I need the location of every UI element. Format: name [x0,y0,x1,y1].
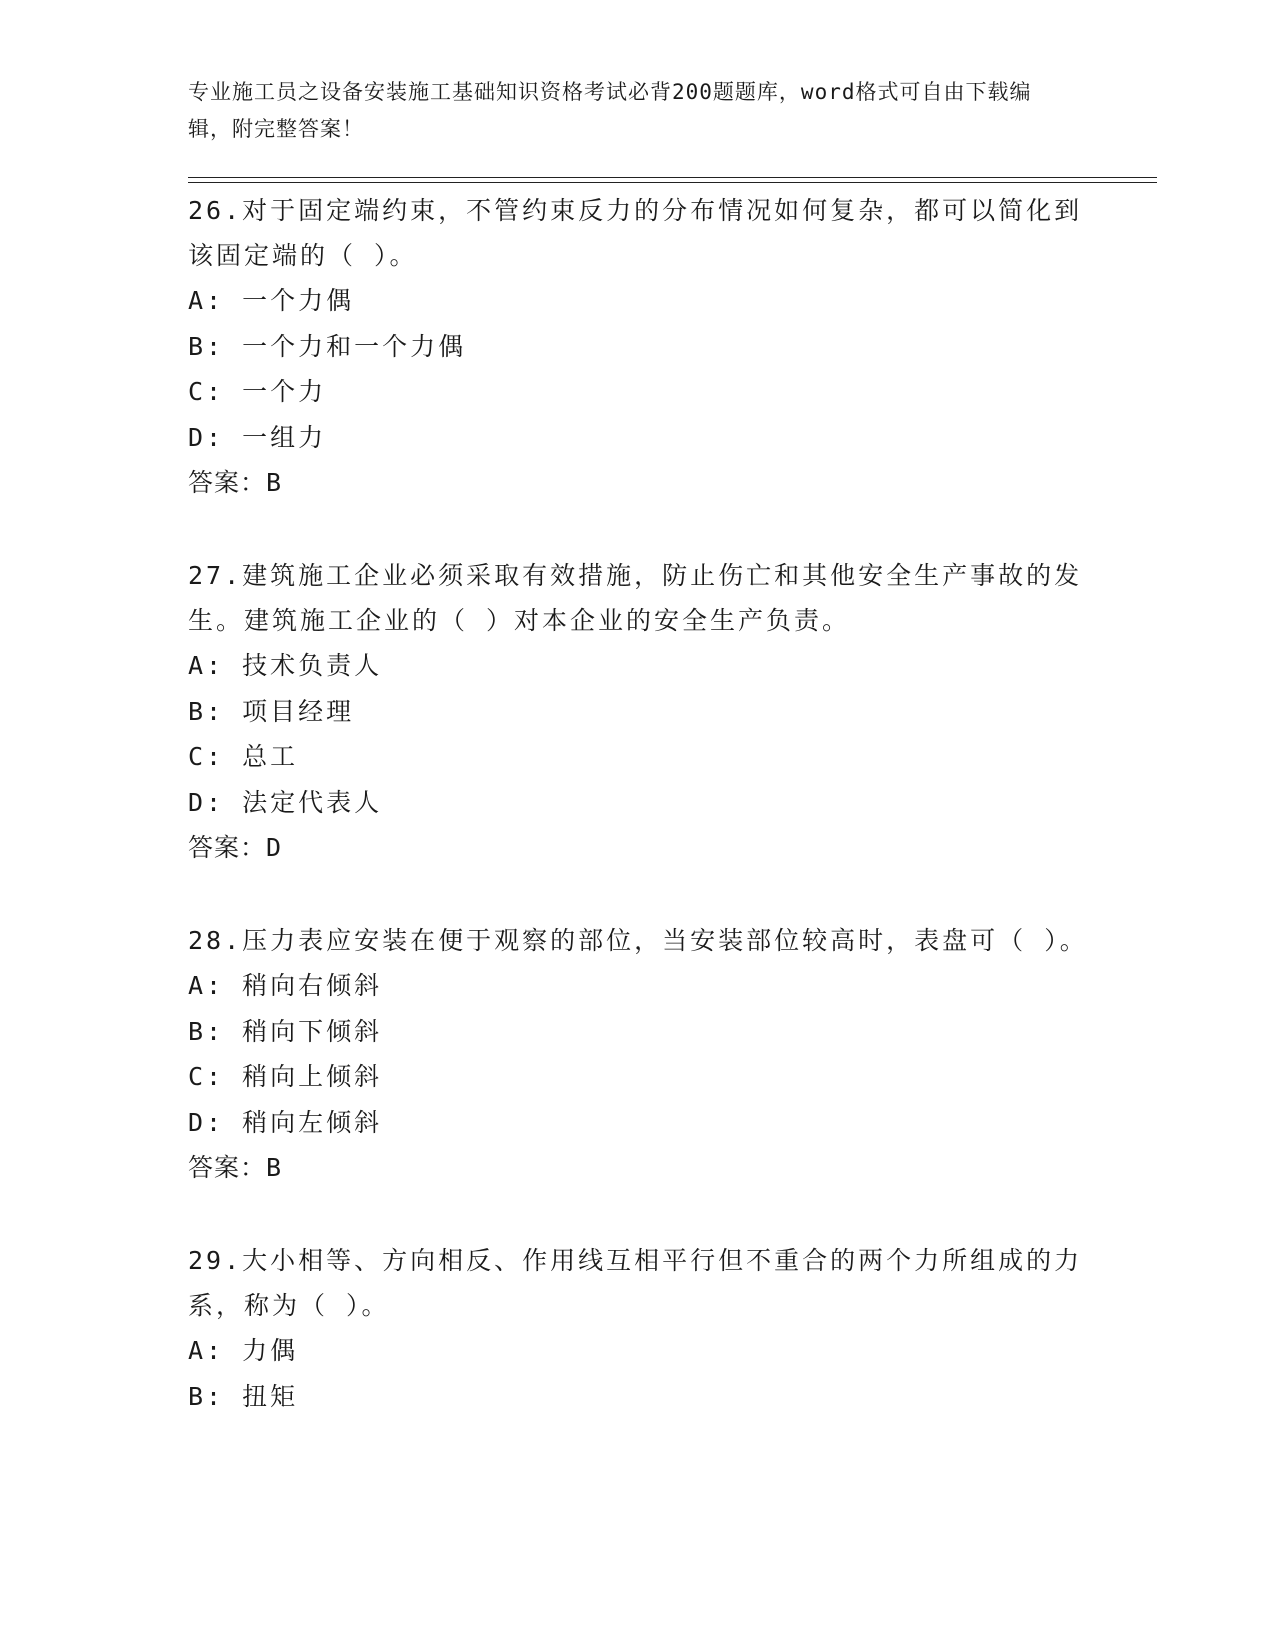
option-c: C: 总工 [188,742,299,771]
question-text: 27.建筑施工企业必须采取有效措施，防止伤亡和其他安全生产事故的发生。建筑施工企业的（ ）对本企业的安全生产负责。 [188,561,1083,635]
option-b: B: 一个力和一个力偶 [188,331,467,361]
option-b: B: 扭矩 [188,1381,299,1411]
answer-value: B [266,468,283,497]
question-text: 26.对于固定端约束，不管约束反力的分布情况如何复杂，都可以简化到该固定端的（ ）。 [188,196,1083,270]
question-text: 28.压力表应安装在便于观察的部位，当安装部位较高时，表盘可（ ）。 [188,926,1088,955]
option-a: A: 一个力偶 [188,286,355,315]
document-header: 专业施工员之设备安装施工基础知识资格考试必背200题题库，word格式可自由下载编辑，附完整答案！ [188,80,1032,141]
question-28 [188,918,1088,1190]
header-rule-top [188,177,1157,178]
answer-label: 答案： [188,1153,267,1182]
question-text: 29.大小相等、方向相反、作用线互相平行但不重合的两个力所组成的力系，称为（ ）。 [188,1246,1083,1320]
question-27 [188,553,1088,870]
option-b: B: 稍向下倾斜 [188,1016,383,1046]
option-a: A: 力偶 [188,1336,299,1365]
answer-label: 答案： [188,468,267,497]
option-d: D: 稍向左倾斜 [188,1107,383,1137]
option-d: D: 一组力 [188,422,327,452]
answer-value: D [266,833,283,862]
option-a: A: 稍向右倾斜 [188,971,383,1000]
option-c: C: 稍向上倾斜 [188,1062,383,1091]
option-a: A: 技术负责人 [188,651,383,680]
option-d: D: 法定代表人 [188,787,383,817]
question-29 [188,1238,1088,1419]
option-b: B: 项目经理 [188,696,355,726]
answer-value: B [266,1153,283,1182]
question-26 [188,188,1088,505]
answer-line [188,825,1088,870]
question-list [188,188,1088,1467]
answer-line [188,1145,1088,1190]
answer-label: 答案： [188,833,267,862]
header-rule-bottom [188,182,1157,183]
option-c: C: 一个力 [188,377,327,406]
answer-line [188,460,1088,505]
